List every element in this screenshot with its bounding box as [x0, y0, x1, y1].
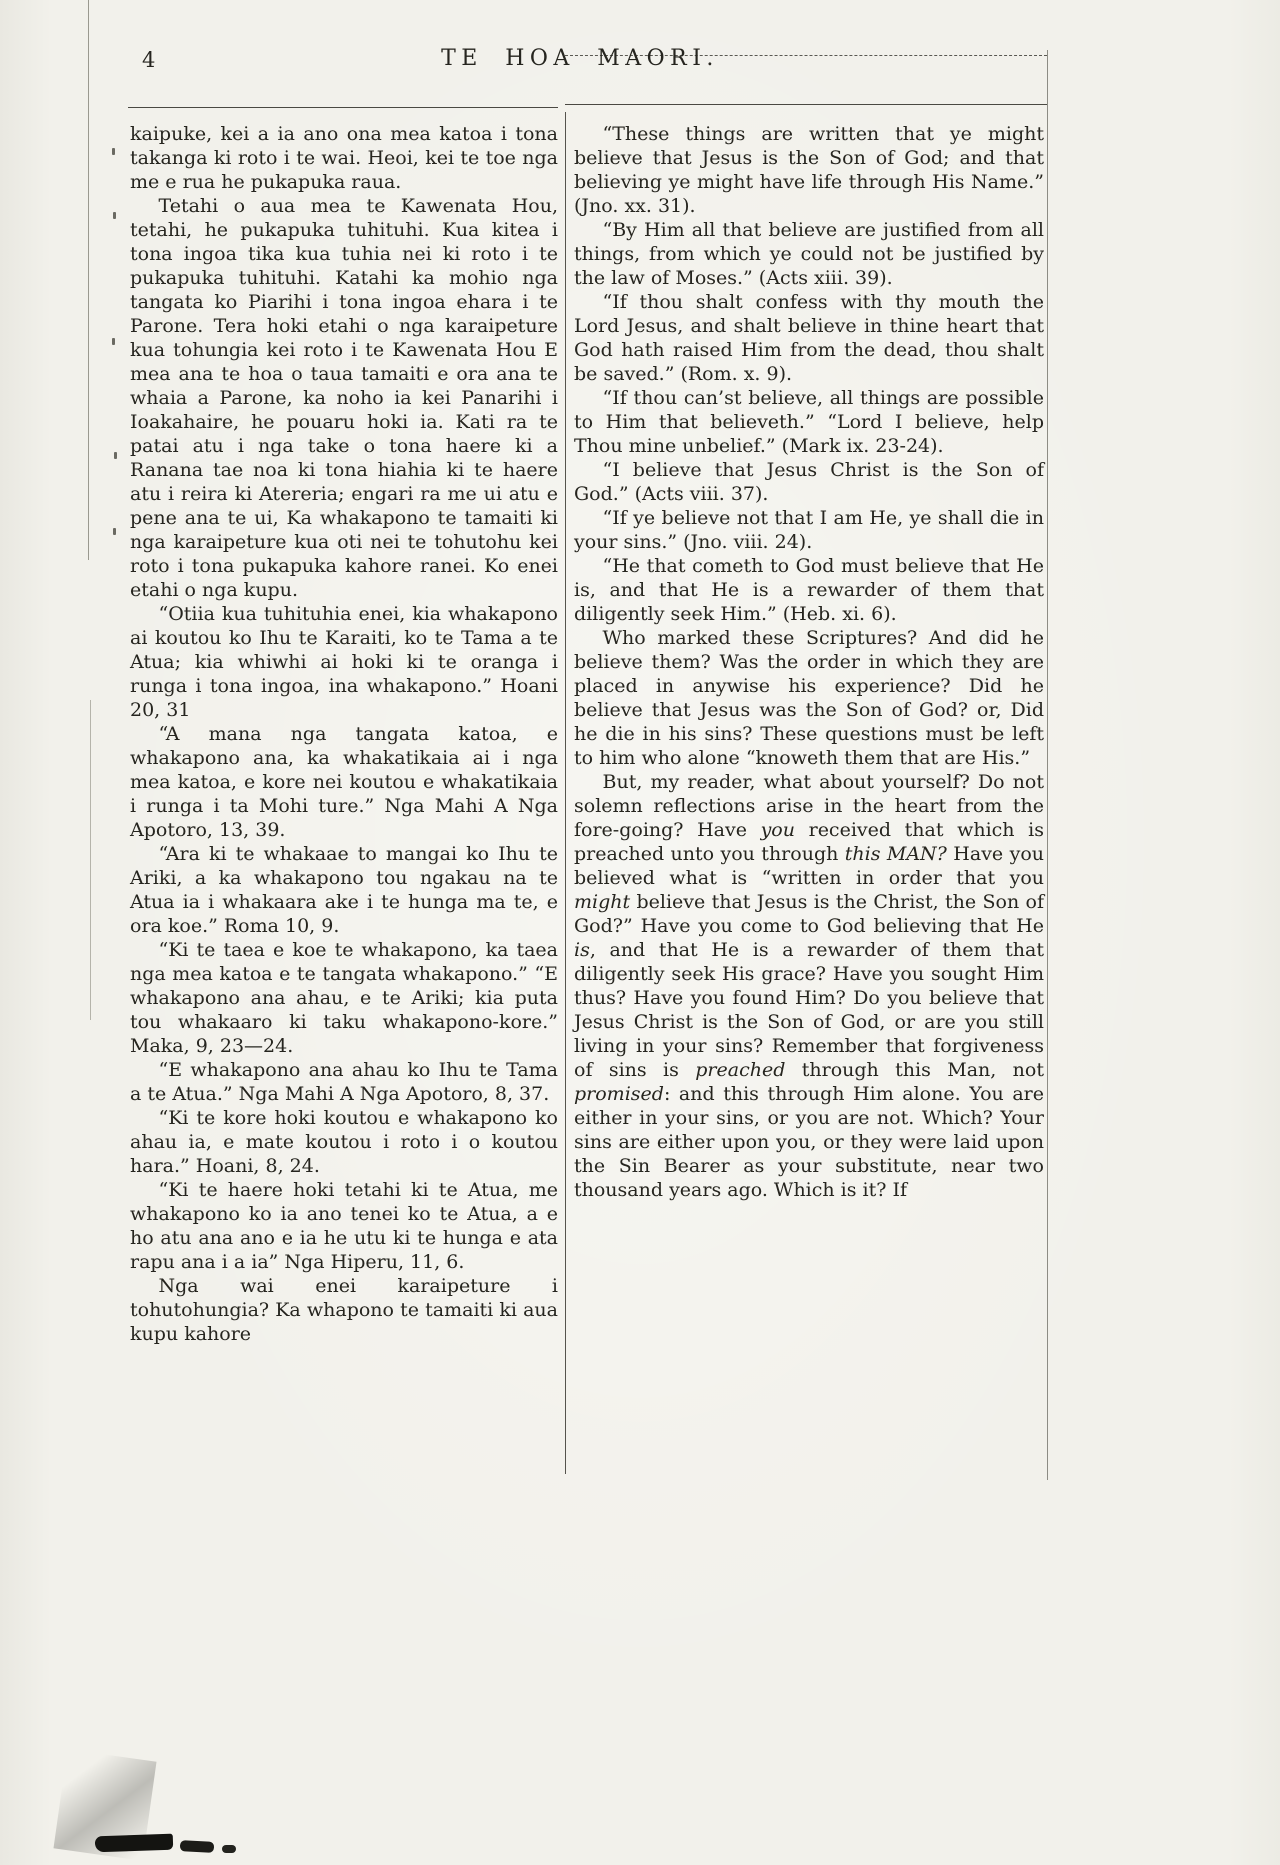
paragraph: “I believe that Jesus Christ is the Son of God.” (Acts viii. 37).: [574, 459, 1044, 505]
paragraph: Nga wai enei karaipeture i tohutohungia? Ka whapono te tamaiti ki aua kupu kahore: [130, 1275, 558, 1345]
left-edge-scan-line: [88, 0, 89, 560]
paragraph: “Otiia kua tuhituhia enei, kia whakapono ai koutou ko Ihu te Karaiti, ko te Tama a te Atua; kia whiwhi ai hoki ki te oranga i runga i tona ingoa, ina whakapono.” Hoani 20, 31: [130, 603, 558, 721]
paragraph: “A mana nga tangata katoa, e whakapono ana, ka whakatikaia ai i nga mea katoa, e kore nei koutou e whakatikaia i runga i ta Mohi ture.” Nga Mahi A Nga Apotoro, 13, 39.: [130, 723, 558, 841]
paragraph: “Ki te kore hoki koutou e whakapono ko ahau ia, e mate koutou i roto i o koutou hara.” Hoani, 8, 24.: [130, 1107, 558, 1177]
paragraph: “If thou can’st believe, all things are possible to Him that believeth.” “Lord I believe, help Thou mine unbelief.” (Mark ix. 23-24).: [574, 387, 1044, 457]
scan-artifact: [112, 148, 115, 155]
paragraph: Who marked these Scriptures? And did he believe them? Was the order in which they are placed in anywise his experience? Did he believe that Jesus was the Son of God? or, Did he die in his sins? These questions must be left to him who alone “knoweth them that are His.”: [574, 627, 1044, 769]
scan-artifact: [113, 212, 116, 219]
column-divider-rule: [565, 112, 566, 1474]
paragraph: Tetahi o aua mea te Kawenata Hou, tetahi, he pukapuka tuhituhi. Kua kitea i tona ingoa tika kua tuhia nei ki roto i te pukapuka tuhituhi. Katahi ka mohio nga tangata ko Piarihi i tona ingoa ehara i te Parone. Tera hoki etahi o nga karaipeture kua tohungia kei roto i te Kawenata Hou E mea ana te hoa o taua tamaiti e ora ana te whaia a Parone, ka noho ia kei Panarihi i Ioakahaire, he pouaru hoki ia. Kati ra te patai atu i nga take o tona haere ki a Ranana tae noa ki tona hiahia ki te haere atu i reira ki Atereria; engari ra me ui atu e pene ana te ui, Ka whakapono te tamaiti ki nga karaipeture kua oti nei te tohutohu kei roto i tona pukapuka kahore ranei. Ko enei etahi o nga kupu.: [130, 195, 558, 601]
right-column: [574, 122, 1044, 1202]
scan-ink-blob: [222, 1845, 236, 1853]
paragraph: But, my reader, what about yourself? Do not solemn reflections arise in the heart from the fore-going? Have you received that which is preached unto you through this MAN? Have you believed what is “written in order that you might believe that Jesus is the Christ, the Son of God?” Have you come to God believing that He is, and that He is a rewarder of them that diligently seek His grace? Have you sought Him thus? Have you found Him? Do you believe that Jesus Christ is the Son of God, or are you still living in your sins? Remember that forgiveness of sins is preached through this Man, not promised: and this through Him alone. You are either in your sins, or you are not. Which? Your sins are either upon you, or they were laid upon the Sin Bearer as your substitute, near two thousand years ago. Which is it? If: [574, 771, 1044, 1201]
scan-ink-blob: [95, 1834, 174, 1853]
right-margin-rule: [1047, 50, 1048, 1480]
page-title: TE HOA MAORI.: [441, 46, 719, 71]
paragraph: “E whakapono ana ahau ko Ihu te Tama a te Atua.” Nga Mahi A Nga Apotoro, 8, 37.: [130, 1059, 558, 1105]
scan-artifact: [114, 452, 117, 459]
paragraph: “Ara ki te whakaae to mangai ko Ihu te Ariki, a ka whakapono tou ngakau na te Atua ia i whakaara ake i te hunga ma te, e ora koe.” Roma 10, 9.: [130, 843, 558, 937]
header-bottom-rule-right: [565, 104, 1047, 105]
paragraph: “By Him all that believe are justified from all things, from which ye could not be justified by the law of Moses.” (Acts xiii. 39).: [574, 219, 1044, 289]
scan-artifact: [112, 338, 115, 345]
paragraph: “He that cometh to God must believe that He is, and that He is a rewarder of them that diligently seek Him.” (Heb. xi. 6).: [574, 555, 1044, 625]
page-number: 4: [142, 48, 156, 72]
paragraph: “These things are written that ye might believe that Jesus is the Son of God; and that believing ye might have life through His Name.” (Jno. xx. 31).: [574, 123, 1044, 217]
header-bottom-rule-left: [128, 107, 558, 108]
paragraph: “Ki te haere hoki tetahi ki te Atua, me whakapono ko ia ano tenei ko te Atua, a e ho atu ana ano e ia he utu ki te hunga e ata rapu ana i a ia” Nga Hiperu, 11, 6.: [130, 1179, 558, 1273]
paragraph: “If thou shalt confess with thy mouth the Lord Jesus, and shalt believe in thine heart that God hath raised Him from the dead, thou shalt be saved.” (Rom. x. 9).: [574, 291, 1044, 385]
scan-smudge-group: [60, 1755, 320, 1865]
paragraph: kaipuke, kei a ia ano ona mea katoa i tona takanga ki roto i te wai. Heoi, kei te toe nga me e rua he pukapuka raua.: [130, 123, 558, 193]
paragraph: “If ye believe not that I am He, ye shall die in your sins.” (Jno. viii. 24).: [574, 507, 1044, 553]
scan-ink-blob: [180, 1840, 215, 1853]
paragraph: “Ki te taea e koe te whakapono, ka taea nga mea katoa e te tangata whakapono.” “E whakapono ana ahau, e te Ariki; kia puta tou whakaaro ki taku whakapono-kore.” Maka, 9, 23—24.: [130, 939, 558, 1057]
left-column: [130, 122, 558, 1346]
scan-artifact: [113, 528, 116, 535]
left-edge-scan-line-lower: [90, 700, 91, 1020]
